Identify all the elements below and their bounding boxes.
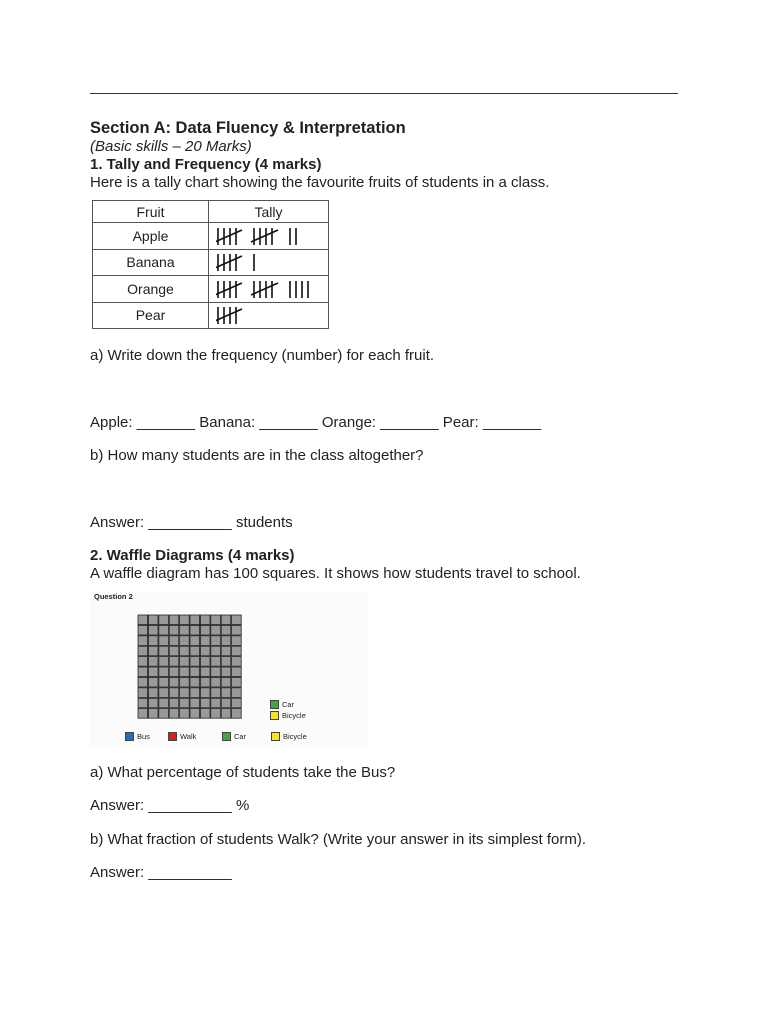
waffle-square (180, 698, 190, 708)
waffle-square (232, 667, 242, 677)
tally-header-fruit: Fruit (93, 201, 209, 223)
waffle-square (148, 615, 158, 625)
waffle-square (138, 677, 148, 687)
waffle-square (138, 615, 148, 625)
waffle-square (169, 698, 179, 708)
waffle-square (232, 646, 242, 656)
tally-cell (209, 276, 329, 303)
waffle-square (211, 698, 221, 708)
q1-intro: Here is a tally chart showing the favourite fruits of students in a class. (90, 174, 550, 191)
tally-cross-stroke (251, 230, 278, 242)
waffle-square (159, 667, 169, 677)
legend-swatch-bicycle-bottom (271, 732, 280, 741)
tally-cross-stroke (216, 230, 242, 242)
tally-marks (216, 251, 321, 273)
fruit-cell: Apple (93, 223, 209, 250)
side-legend-car: Car (282, 700, 295, 709)
tally-cell (209, 249, 329, 276)
waffle-square (148, 667, 158, 677)
waffle-square (190, 688, 200, 698)
waffle-square (200, 709, 210, 719)
waffle-square (148, 657, 158, 667)
waffle-square (180, 677, 190, 687)
legend-swatch-bus (125, 732, 134, 741)
tally-cross-stroke (216, 309, 242, 321)
waffle-square (190, 625, 200, 635)
waffle-square (211, 709, 221, 719)
waffle-square (148, 636, 158, 646)
waffle-square (148, 709, 158, 719)
legend-swatch-bicycle (270, 711, 279, 720)
waffle-square (138, 667, 148, 677)
table-row (93, 223, 329, 250)
fruit-cell: Pear (93, 302, 209, 329)
waffle-square (169, 625, 179, 635)
legend-label-bus: Bus (137, 732, 150, 741)
q2-heading: 2. Waffle Diagrams (4 marks) (90, 547, 295, 564)
waffle-square (200, 646, 210, 656)
waffle-square (190, 615, 200, 625)
waffle-square (180, 667, 190, 677)
q1-part-a-answer-line: Apple: _______ Banana: _______ Orange: _______ Pear: _______ (90, 414, 542, 431)
waffle-square (138, 625, 148, 635)
tally-header-tally: Tally (209, 201, 329, 223)
waffle-square (169, 677, 179, 687)
waffle-square (221, 615, 231, 625)
tally-cross-stroke (216, 283, 242, 295)
waffle-square (159, 636, 169, 646)
waffle-square (148, 688, 158, 698)
waffle-square (200, 636, 210, 646)
waffle-square (138, 688, 148, 698)
waffle-square (180, 688, 190, 698)
waffle-grid (137, 614, 252, 724)
legend-swatch-car-bottom (222, 732, 231, 741)
waffle-square (232, 709, 242, 719)
fruit-cell: Orange (93, 276, 209, 303)
waffle-square (221, 677, 231, 687)
waffle-square (169, 636, 179, 646)
waffle-square (180, 625, 190, 635)
table-row (93, 302, 329, 329)
waffle-square (211, 688, 221, 698)
waffle-square (138, 646, 148, 656)
q2-part-a: a) What percentage of students take the Bus? (90, 764, 396, 781)
q1-part-b: b) How many students are in the class altogether? (90, 447, 424, 464)
waffle-square (221, 636, 231, 646)
waffle-square (232, 615, 242, 625)
waffle-square (211, 677, 221, 687)
tally-marks (216, 225, 321, 247)
waffle-square (221, 688, 231, 698)
waffle-square (169, 688, 179, 698)
waffle-square (232, 688, 242, 698)
waffle-square (180, 636, 190, 646)
waffle-square (232, 625, 242, 635)
waffle-square (148, 625, 158, 635)
waffle-square (221, 709, 231, 719)
waffle-square (221, 625, 231, 635)
legend-label-car: Car (234, 732, 247, 741)
q1-part-a: a) Write down the frequency (number) for each fruit. (90, 347, 435, 364)
legend-swatch-walk (168, 732, 177, 741)
section-subtitle: (Basic skills – 20 Marks) (90, 138, 252, 155)
q1-part-b-answer-line: Answer: __________ students (90, 514, 293, 531)
waffle-square (232, 698, 242, 708)
fruit-cell: Banana (93, 249, 209, 276)
waffle-square (211, 646, 221, 656)
waffle-square (159, 698, 169, 708)
q2-intro: A waffle diagram has 100 squares. It shows how students travel to school. (90, 565, 581, 582)
waffle-square (200, 625, 210, 635)
waffle-square (169, 667, 179, 677)
waffle-square (211, 615, 221, 625)
waffle-square (159, 615, 169, 625)
waffle-square (190, 677, 200, 687)
waffle-square (159, 646, 169, 656)
waffle-square (180, 657, 190, 667)
tally-table (92, 200, 329, 329)
waffle-square (190, 646, 200, 656)
legend-label-walk: Walk (180, 732, 197, 741)
waffle-square (159, 688, 169, 698)
waffle-square (169, 615, 179, 625)
waffle-square (190, 657, 200, 667)
waffle-square (190, 698, 200, 708)
waffle-square (221, 698, 231, 708)
waffle-square (200, 698, 210, 708)
waffle-square (200, 615, 210, 625)
waffle-square (169, 657, 179, 667)
tally-cell (209, 302, 329, 329)
waffle-square (159, 677, 169, 687)
waffle-square (200, 677, 210, 687)
waffle-square (148, 677, 158, 687)
waffle-square (221, 657, 231, 667)
waffle-square (159, 657, 169, 667)
waffle-square (211, 625, 221, 635)
figure-label: Question 2 (94, 592, 133, 601)
table-row (93, 276, 329, 303)
waffle-square (190, 709, 200, 719)
waffle-square (138, 698, 148, 708)
waffle-square (190, 636, 200, 646)
waffle-square (159, 709, 169, 719)
waffle-square (138, 636, 148, 646)
legend-label-bicycle: Bicycle (283, 732, 307, 741)
tally-marks (216, 278, 321, 300)
waffle-square (232, 636, 242, 646)
q2-part-a-answer-line: Answer: __________ % (90, 797, 250, 814)
waffle-square (180, 646, 190, 656)
waffle-square (232, 657, 242, 667)
table-row (93, 249, 329, 276)
waffle-figure (90, 591, 368, 748)
waffle-square (221, 667, 231, 677)
waffle-square (190, 667, 200, 677)
side-legend-bicycle: Bicycle (282, 711, 306, 720)
waffle-square (200, 667, 210, 677)
tally-cross-stroke (216, 256, 242, 268)
waffle-square (211, 636, 221, 646)
tally-cross-stroke (251, 283, 278, 295)
waffle-square (138, 709, 148, 719)
top-rule (90, 93, 678, 94)
waffle-square (221, 646, 231, 656)
section-title: Section A: Data Fluency & Interpretation (90, 119, 406, 137)
q2-part-b: b) What fraction of students Walk? (Write your answer in its simplest form). (90, 831, 586, 848)
waffle-square (232, 677, 242, 687)
waffle-square (169, 646, 179, 656)
waffle-square (148, 646, 158, 656)
waffle-square (159, 625, 169, 635)
waffle-square (169, 709, 179, 719)
waffle-square (211, 667, 221, 677)
tally-marks (216, 304, 321, 326)
waffle-square (200, 688, 210, 698)
waffle-square (180, 709, 190, 719)
tally-cell (209, 223, 329, 250)
waffle-square (148, 698, 158, 708)
q1-heading: 1. Tally and Frequency (4 marks) (90, 156, 322, 173)
q2-part-b-answer-line: Answer: __________ (90, 864, 232, 881)
waffle-square (211, 657, 221, 667)
waffle-square (138, 657, 148, 667)
waffle-square (180, 615, 190, 625)
waffle-square (200, 657, 210, 667)
legend-swatch-car (270, 700, 279, 709)
